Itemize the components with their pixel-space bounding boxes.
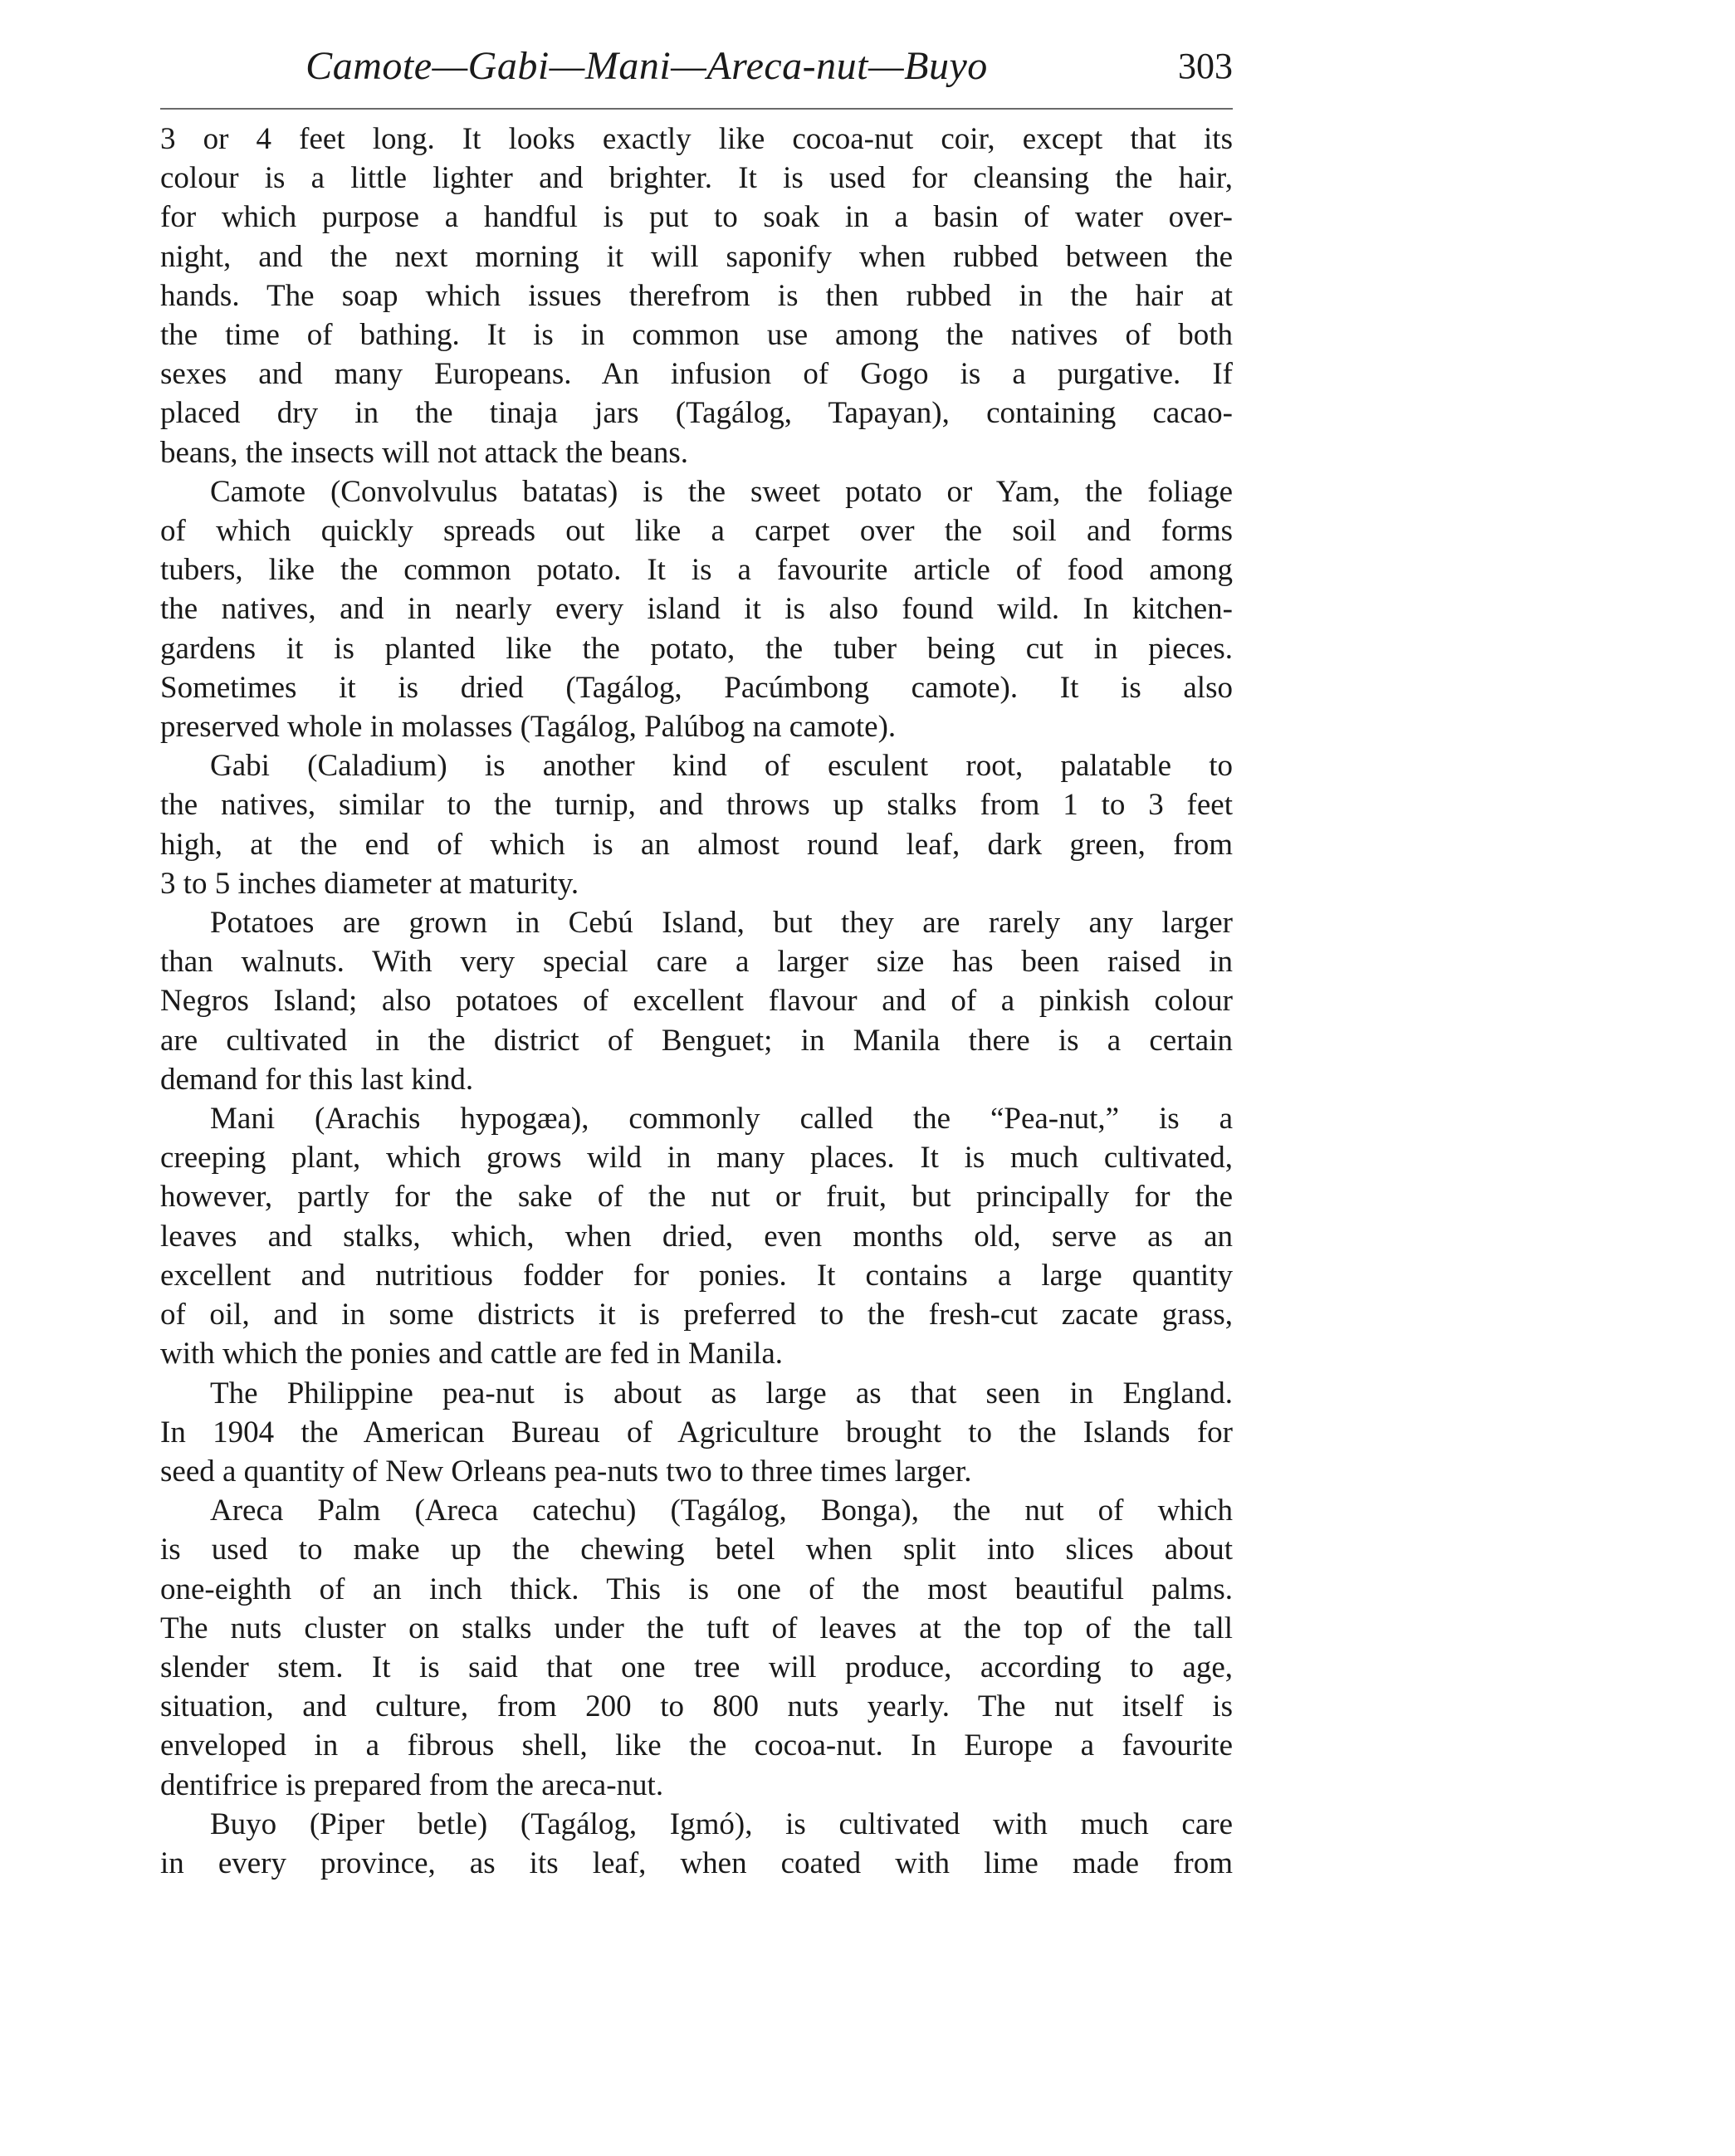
text-line: sexes and many Europeans. An infusion of Gogo is a purgative. If bbox=[160, 357, 1233, 392]
text-line: preserved whole in molasses (Tagálog, Palúbog na camote). bbox=[160, 710, 897, 745]
text-line: night, and the next morning it will saponify when rubbed between the bbox=[160, 239, 1233, 274]
text-line: with which the ponies and cattle are fed in Manila. bbox=[160, 1337, 784, 1371]
paragraph-peanut bbox=[160, 1374, 1233, 1492]
text-line: seed a quantity of New Orleans pea-nuts two to three times larger. bbox=[160, 1454, 972, 1489]
text-line: 3 or 4 feet long. It looks exactly like cocoa-nut coir, except that its bbox=[160, 122, 1233, 156]
paragraph-potatoes bbox=[160, 903, 1233, 1099]
text-line: excellent and nutritious fodder for ponies. It contains a large quantity bbox=[160, 1258, 1233, 1293]
running-title: Camote—Gabi—Mani—Areca-nut—Buyo bbox=[305, 44, 988, 88]
paragraph-buyo bbox=[160, 1805, 1233, 1883]
body-text bbox=[160, 120, 1233, 1883]
page-number: 303 bbox=[1178, 46, 1233, 86]
text-line: Potatoes are grown in Cebú Island, but they are rarely any larger bbox=[210, 906, 1233, 941]
paragraph-gabi bbox=[160, 746, 1233, 903]
paragraph-mani bbox=[160, 1099, 1233, 1373]
text-line: high, at the end of which is an almost round leaf, dark green, from bbox=[160, 827, 1233, 862]
text-line: Buyo (Piper betle) (Tagálog, Igmó), is cultivated with much care bbox=[210, 1806, 1233, 1841]
text-line: slender stem. It is said that one tree will produce, according to age, bbox=[160, 1650, 1233, 1684]
text-line: Areca Palm (Areca catechu) (Tagálog, Bonga), the nut of which bbox=[210, 1494, 1233, 1528]
text-line: for which purpose a handful is put to soak in a basin of water over- bbox=[160, 200, 1233, 235]
text-line: enveloped in a fibrous shell, like the cocoa-nut. In Europe a favourite bbox=[160, 1728, 1233, 1763]
text-line: however, partly for the sake of the nut or fruit, but principally for the bbox=[160, 1180, 1233, 1215]
text-line: Gabi (Caladium) is another kind of esculent root, palatable to bbox=[210, 749, 1233, 784]
text-line: Mani (Arachis hypogæa), commonly called the “Pea-nut,” is a bbox=[210, 1102, 1233, 1137]
text-line: colour is a little lighter and brighter. It is used for cleansing the hair, bbox=[160, 161, 1233, 196]
text-line: of oil, and in some districts it is preferred to the fresh-cut zacate grass, bbox=[160, 1298, 1233, 1332]
text-line: one-eighth of an inch thick. This is one of the most beautiful palms. bbox=[160, 1572, 1233, 1606]
running-head bbox=[160, 33, 1233, 108]
paragraph-areca bbox=[160, 1491, 1233, 1805]
text-line: Negros Island; also potatoes of excellent flavour and of a pinkish colour bbox=[160, 984, 1233, 1019]
text-line: 3 to 5 inches diameter at maturity. bbox=[160, 866, 579, 901]
text-line: creeping plant, which grows wild in many places. It is much cultivated, bbox=[160, 1141, 1233, 1176]
text-line: The nuts cluster on stalks under the tuft of leaves at the top of the tall bbox=[160, 1611, 1233, 1645]
text-line: in every province, as its leaf, when coated with lime made from bbox=[160, 1846, 1233, 1880]
text-line: than walnuts. With very special care a larger size has been raised in bbox=[160, 945, 1233, 980]
paragraph-camote bbox=[160, 472, 1233, 746]
text-line: is used to make up the chewing betel when split into slices about bbox=[160, 1533, 1233, 1567]
text-line: beans, the insects will not attack the beans. bbox=[160, 435, 689, 470]
text-line: the natives, similar to the turnip, and throws up stalks from 1 to 3 feet bbox=[160, 788, 1233, 823]
text-line: placed dry in the tinaja jars (Tagálog, Tapayan), containing cacao- bbox=[160, 396, 1233, 431]
text-line: The Philippine pea-nut is about as large as that seen in England. bbox=[210, 1376, 1233, 1410]
text-line: of which quickly spreads out like a carpet over the soil and forms bbox=[160, 514, 1233, 549]
book-page bbox=[160, 33, 1233, 1883]
text-line: situation, and culture, from 200 to 800 nuts yearly. The nut itself is bbox=[160, 1689, 1233, 1724]
text-line: Camote (Convolvulus batatas) is the sweet potato or Yam, the foliage bbox=[210, 474, 1233, 509]
text-line: Sometimes it is dried (Tagálog, Pacúmbong camote). It is also bbox=[160, 670, 1233, 705]
text-line: gardens it is planted like the potato, the tuber being cut in pieces. bbox=[160, 631, 1233, 666]
text-line: In 1904 the American Bureau of Agriculture brought to the Islands for bbox=[160, 1415, 1233, 1450]
text-line: tubers, like the common potato. It is a favourite article of food among bbox=[160, 553, 1233, 588]
text-line: are cultivated in the district of Benguet; in Manila there is a certain bbox=[160, 1023, 1233, 1058]
text-line: the natives, and in nearly every island it is also found wild. In kitchen- bbox=[160, 592, 1233, 627]
header-rule bbox=[160, 108, 1233, 110]
text-line: leaves and stalks, which, when dried, even months old, serve as an bbox=[160, 1219, 1233, 1254]
text-line: dentifrice is prepared from the areca-nut. bbox=[160, 1767, 664, 1802]
text-line: the time of bathing. It is in common use among the natives of both bbox=[160, 318, 1233, 353]
text-line: demand for this last kind. bbox=[160, 1062, 474, 1097]
text-line: hands. The soap which issues therefrom is then rubbed in the hair at bbox=[160, 278, 1233, 313]
paragraph-gogo bbox=[160, 120, 1233, 472]
